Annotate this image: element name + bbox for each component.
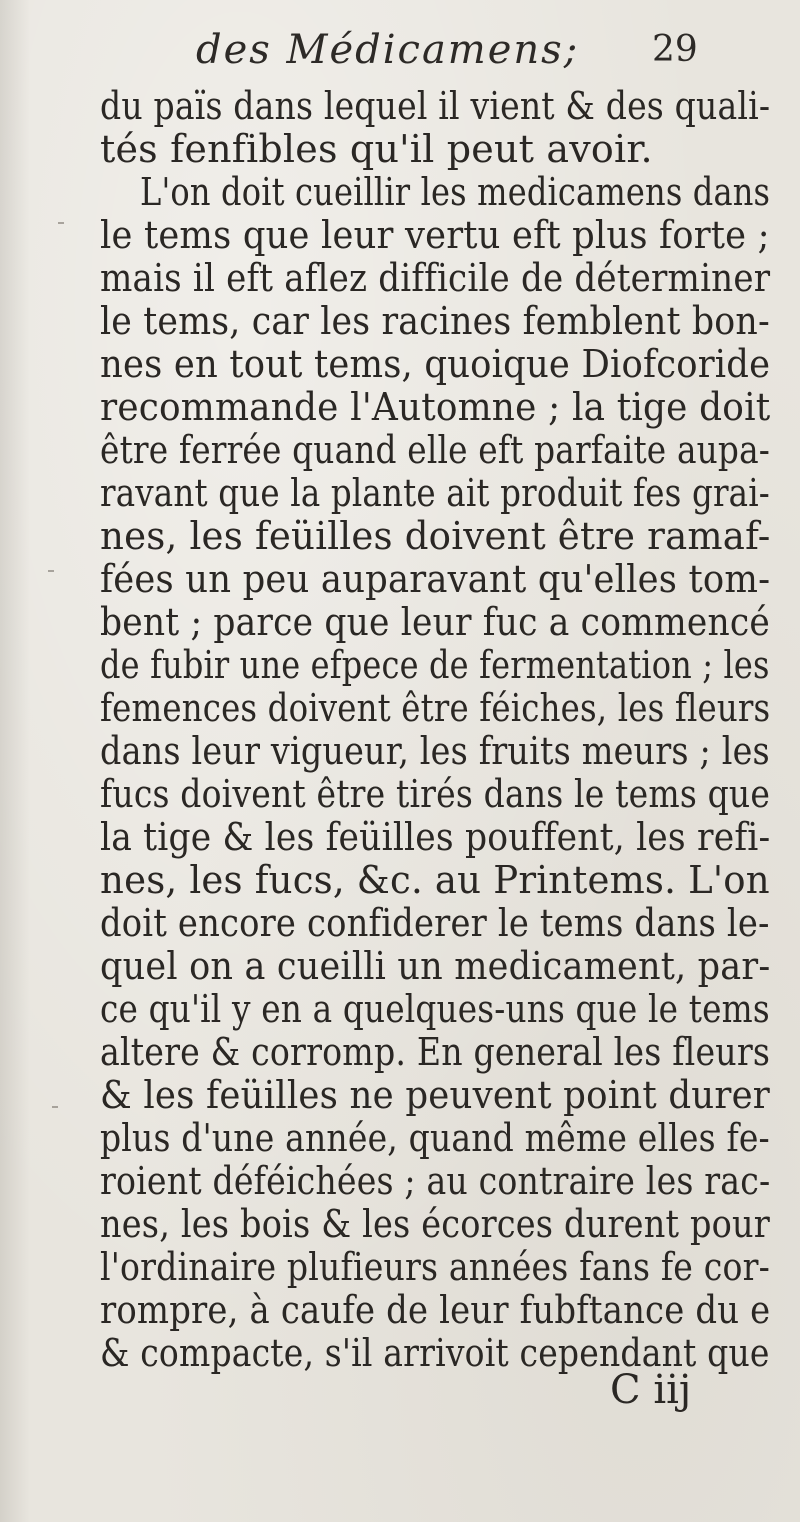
signature-mark: C iij [610, 1367, 692, 1413]
text-line: rompre, à caufe de leur fubftance du e [100, 1288, 771, 1332]
text-line: quel on a cueilli un medicament, par- [100, 944, 771, 988]
running-title: des Médicamens; [196, 27, 580, 73]
text-line: ce qu'il y en a quelques-uns que le tems [100, 987, 770, 1031]
margin-mark [48, 570, 54, 572]
text-line: roient déféichées ; au contraire les rac- [100, 1159, 771, 1203]
text-line: doit encore confiderer le tems dans le- [100, 901, 770, 945]
text-line: plus d'une année, quand même elles fe- [100, 1116, 770, 1160]
text-line: la tige & les feüilles pouffent, les refi- [100, 815, 771, 859]
text-line: & les feüilles ne peuvent point durer [100, 1073, 770, 1117]
text-line: être ferrée quand elle eft parfaite aupa- [100, 428, 771, 472]
text-line: recommande l'Automne ; la tige doit [100, 385, 771, 429]
running-head [0, 22, 800, 82]
text-line: altere & corromp. En general les fleurs [100, 1030, 771, 1074]
text-line: le tems que leur vertu eft plus forte ; [100, 213, 770, 257]
page-gutter-shadow [0, 0, 30, 1522]
text-line: femences doivent être féiches, les fleurs [100, 686, 771, 730]
margin-mark [52, 1106, 58, 1108]
text-line: & compacte, s'il arrivoit cependant que [100, 1331, 770, 1375]
margin-mark [58, 222, 64, 224]
text-line: ravant que la plante ait produit fes grai- [100, 471, 770, 515]
text-line: mais il eft aflez difficile de déterminer [100, 256, 771, 300]
text-line: fucs doivent être tirés dans le tems que [100, 772, 771, 816]
text-line: de fubir une efpece de fermentation ; les [100, 643, 770, 687]
text-line: nes, les bois & les écorces durent pour [100, 1202, 770, 1246]
text-line: nes en tout tems, quoique Diofcoride [100, 342, 771, 386]
text-line: l'ordinaire plufieurs années fans fe cor- [100, 1245, 770, 1289]
text-line: le tems, car les racines femblent bon- [100, 299, 770, 343]
text-line: L'on doit cueillir les medicamens dans [140, 170, 771, 214]
page-number: 29 [652, 29, 698, 70]
text-line: nes, les feüilles doivent être ramaf- [100, 514, 771, 558]
text-line: bent ; parce que leur fuc a commencé [100, 600, 771, 644]
text-line: du païs dans lequel il vient & des quali- [100, 84, 771, 128]
text-line: fées un peu auparavant qu'elles tom- [100, 557, 771, 601]
text-line: dans leur vigueur, les fruits meurs ; les [100, 729, 770, 773]
text-line: nes, les fucs, &c. au Printems. L'on [100, 858, 770, 902]
text-line: tés fenfibles qu'il peut avoir. [100, 127, 653, 171]
